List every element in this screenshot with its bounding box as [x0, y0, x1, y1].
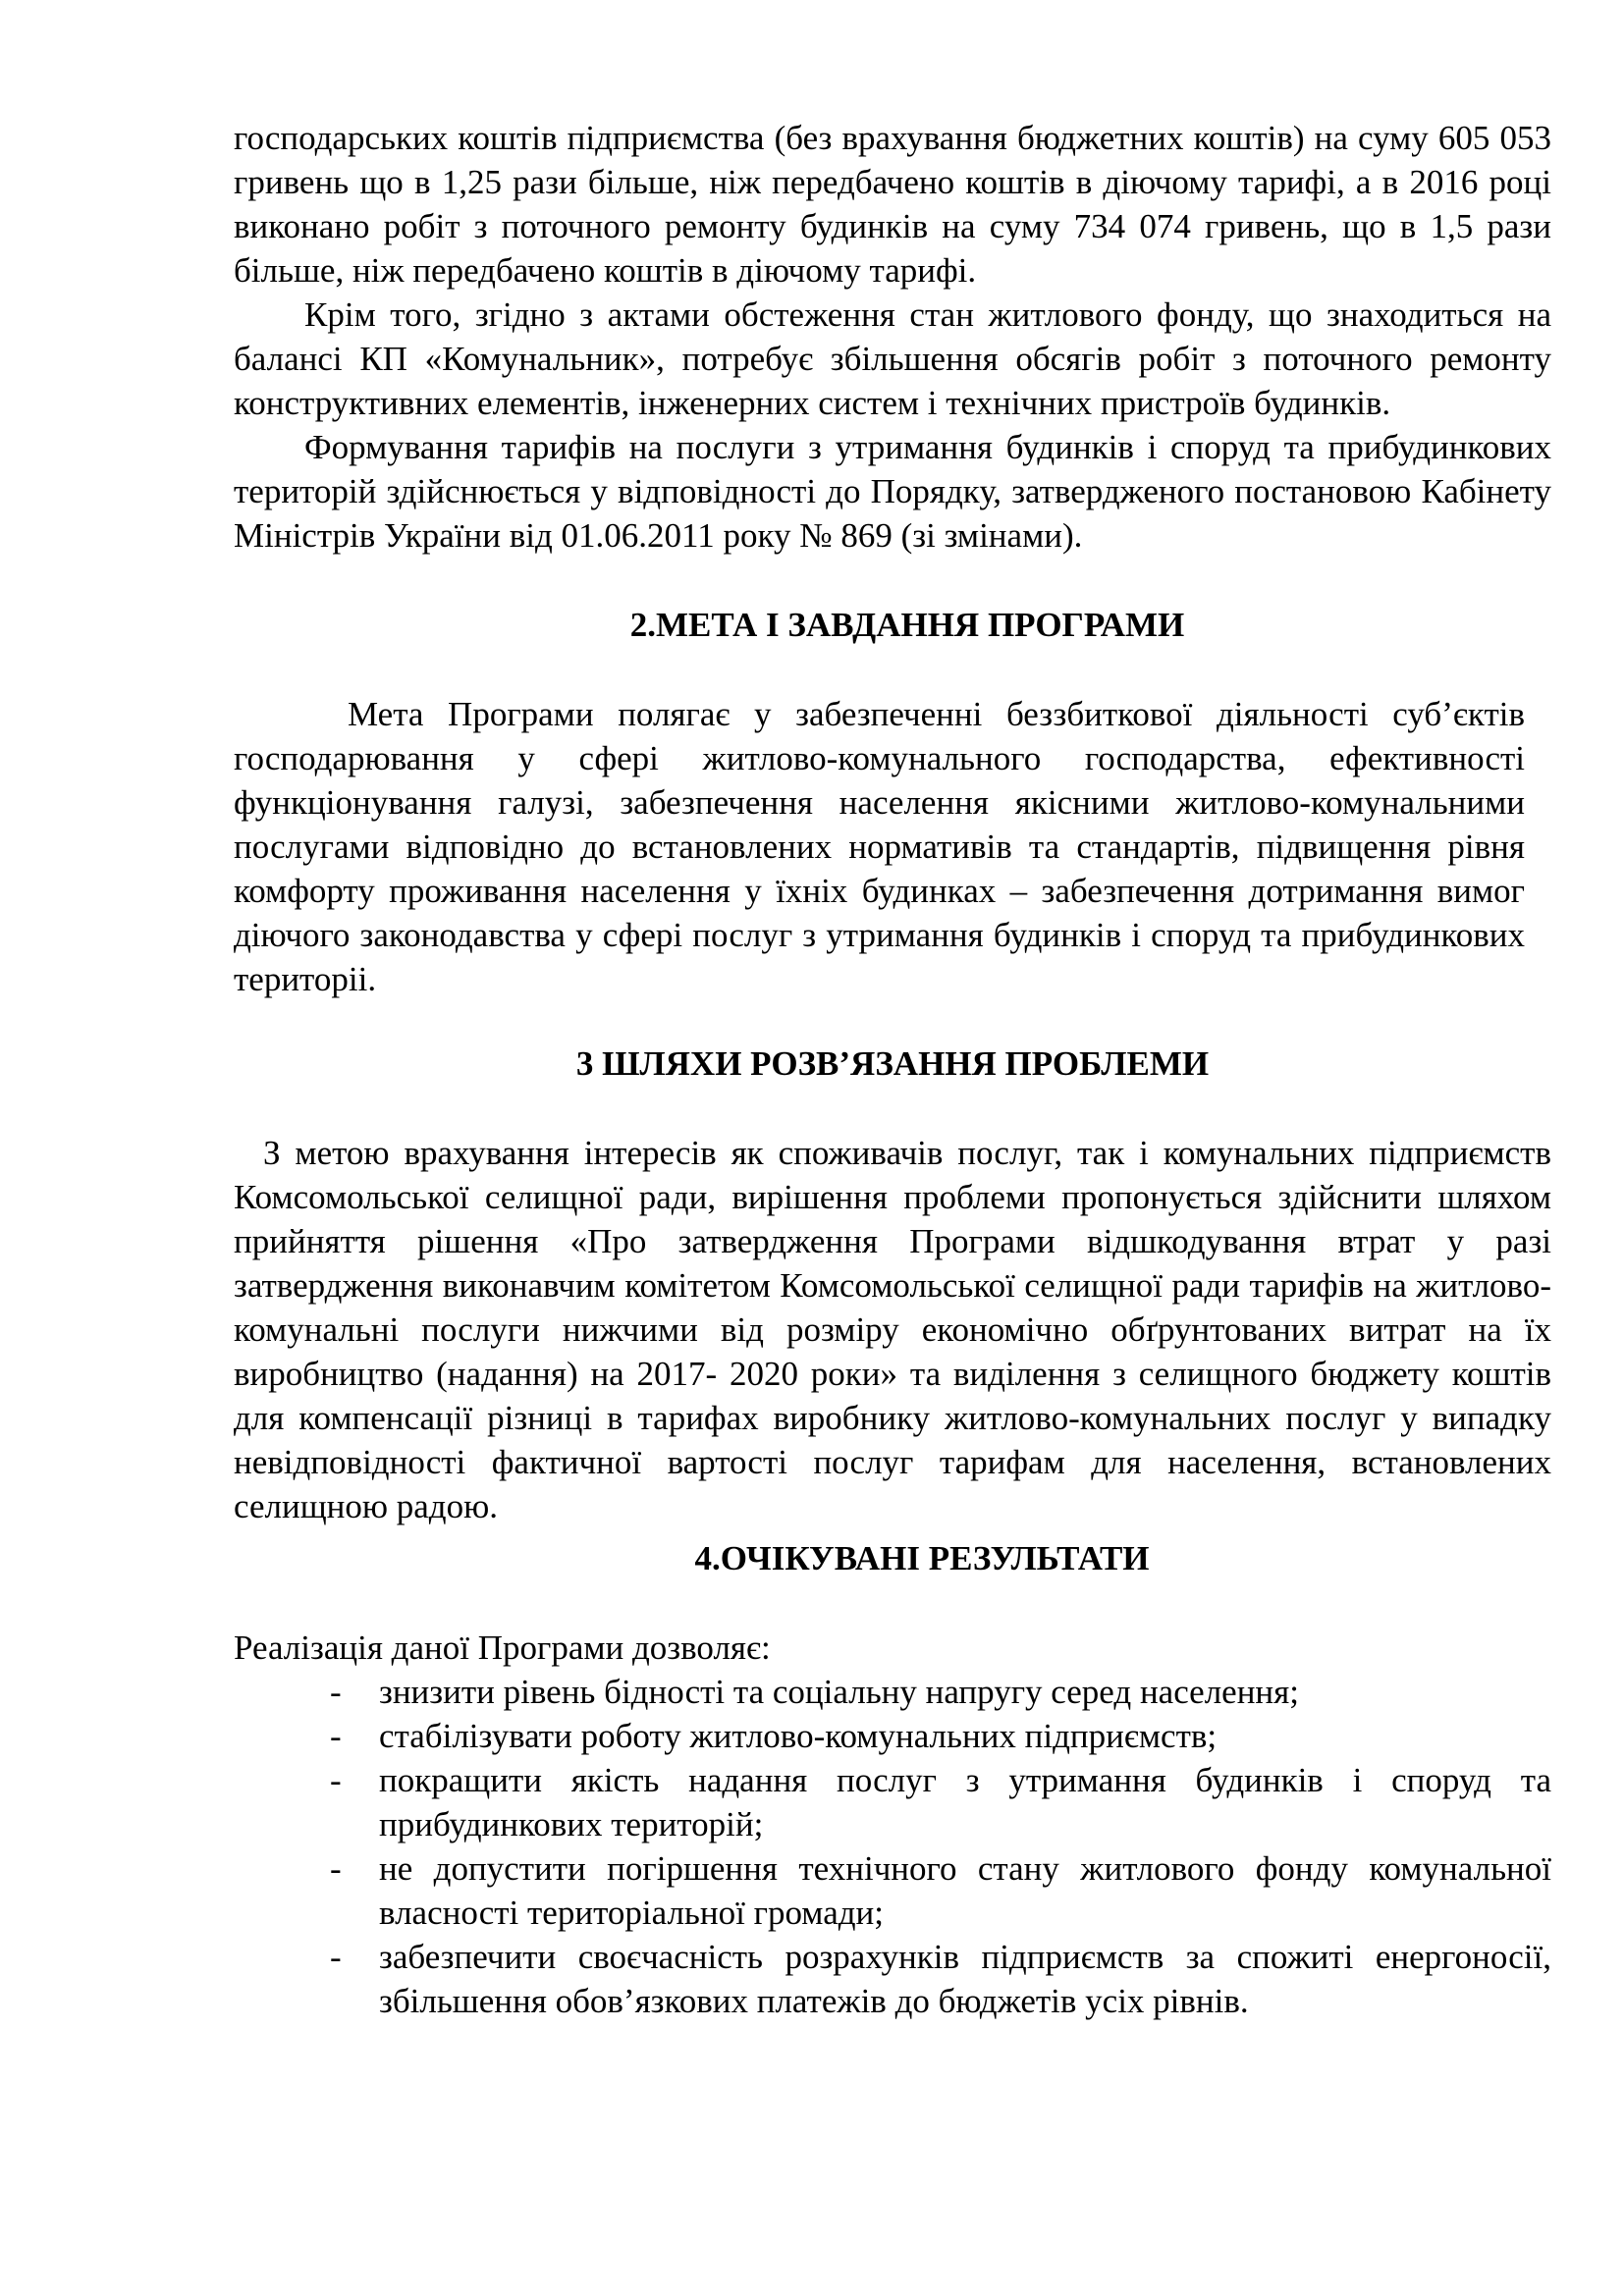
section-4-heading: 4.ОЧІКУВАНІ РЕЗУЛЬТАТИ	[694, 1539, 1150, 1577]
list-item	[234, 1714, 1551, 1758]
intro-paragraph-2: Крім того, згідно з актами обстеження стан житлового фонду, що знаходиться на балансі КП «Комунальник», потребує збільшення обсягів робіт з поточного ремонту конструктивних елементів, інженерних систем і технічних пристроїв будинків.	[234, 295, 1551, 422]
list-item-text: стабілізувати роботу житлово-комунальних підприємств;	[379, 1717, 1218, 1755]
results-list	[234, 1670, 1551, 2023]
list-item	[234, 1758, 1551, 1846]
list-dash: -	[330, 1938, 342, 1976]
section-2-heading: 2.МЕТА І ЗАВДАННЯ ПРОГРАМИ	[629, 606, 1185, 644]
section-3-heading: 3 ШЛЯХИ РОЗВ’ЯЗАННЯ ПРОБЛЕМИ	[575, 1044, 1210, 1083]
intro-paragraph-3: Формування тарифів на послуги з утримання будинків і споруд та прибудинкових територій здійснюється у відповідності до Порядку, затвердженого постановою Кабінету Міністрів України від 01.06.2011 року № 869 (зі змінами).	[234, 428, 1551, 555]
list-item-text: не допустити погіршення технічного стану житлового фонду комунальної власності територіальної громади;	[379, 1849, 1551, 1932]
list-dash: -	[330, 1673, 342, 1711]
section-3-paragraph: З метою врахування інтересів як споживачів послуг, так і комунальних підприємств Комсомольської селищної ради, вирішення проблеми пропонується здійснити шляхом прийняття рішення «Про затвердження Програми відшкодування втрат у разі затвердження виконавчим комітетом Комсомольської селищної ради тарифів на житлово-комунальні послуги нижчими від розміру економічно обґрунтованих витрат на їх виробництво (надання) на 2017- 2020 роки» та виділення з селищного бюджету коштів для компенсації різниці в тарифах виробнику житлово-комунальних послуг у випадку невідповідності фактичної вартості послуг тарифам для населення, встановлених селищною радою.	[234, 1134, 1551, 1525]
list-dash: -	[330, 1761, 342, 1799]
list-item-text: покращити якість надання послуг з утримання будинків і споруд та прибудинкових територій;	[379, 1761, 1551, 1843]
section-4-lead: Реалізація даної Програми дозволяє:	[234, 1629, 771, 1667]
list-item	[234, 1846, 1551, 1935]
list-item	[234, 1670, 1551, 1714]
list-dash: -	[330, 1849, 342, 1888]
intro-paragraph-1: господарських коштів підприємства (без врахування бюджетних коштів) на суму 605 053 гривень що в 1,25 рази більше, ніж передбачено коштів в діючому тарифі, а в 2016 році виконано робіт з поточного ремонту будинків на суму 734 074 гривень, що в 1,5 рази більше, ніж передбачено коштів в діючому тарифі.	[234, 119, 1551, 290]
list-item-text: знизити рівень бідності та соціальну напругу серед населення;	[379, 1673, 1299, 1711]
section-2-paragraph: Мета Програми полягає у забезпеченні беззбиткової діяльності суб’єктів господарювання у сфері житлово-комунального господарства, ефективності функціонування галузі, забезпечення населення якісними житлово-комунальними послугами відповідно до встановлених нормативів та стандартів, підвищення рівня комфорту проживання населення у їхніх будинках – забезпечення дотримання вимог діючого законодавства у сфері послуг з утримання будинків і споруд та прибудинкових територіі.	[234, 695, 1525, 998]
list-dash: -	[330, 1717, 342, 1755]
document-page	[234, 116, 1551, 2023]
list-item	[234, 1935, 1551, 2023]
list-item-text: забезпечити своєчасність розрахунків підприємств за спожиті енергоносії, збільшення обов’язкових платежів до бюджетів усіх рівнів.	[379, 1938, 1551, 2020]
